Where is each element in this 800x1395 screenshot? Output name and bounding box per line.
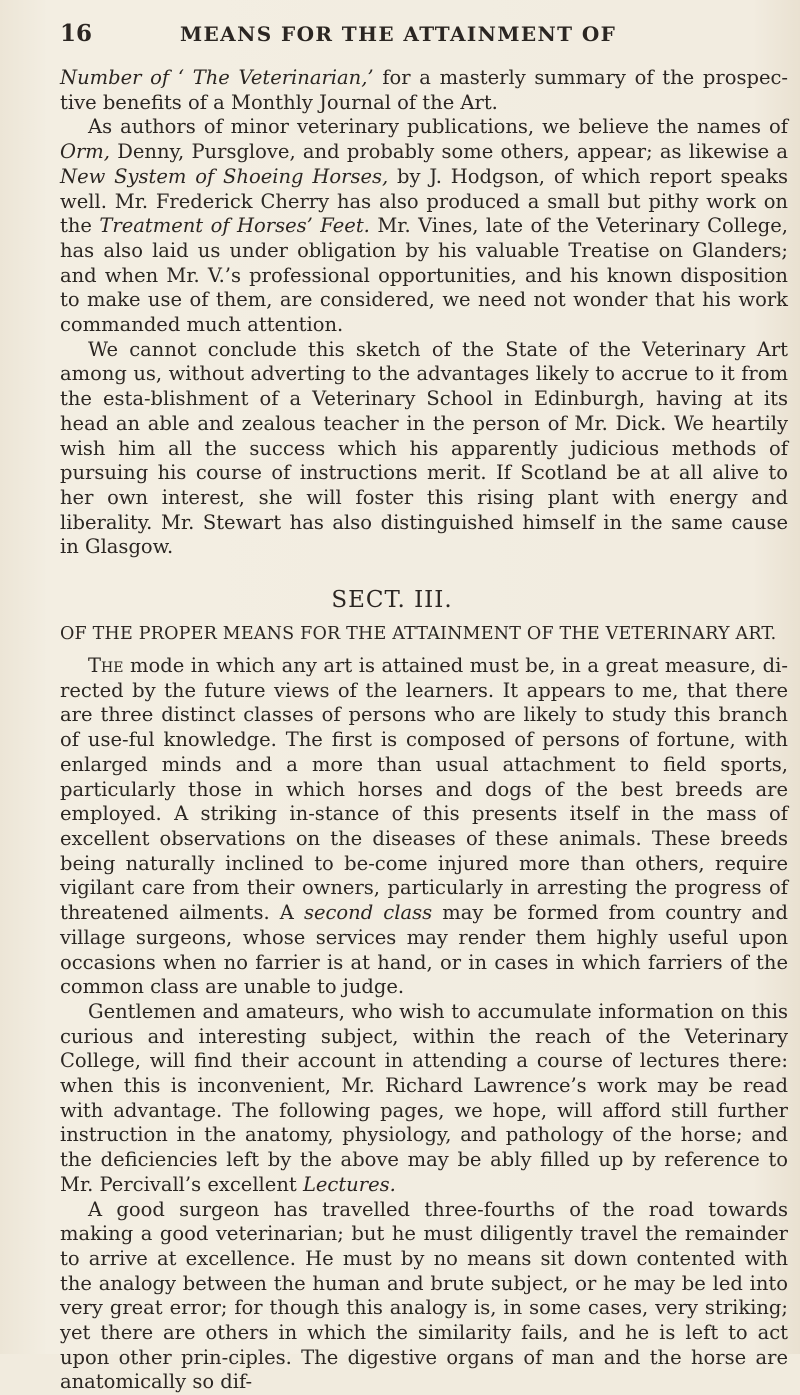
paragraph-mode-of-attainment <box>60 654 788 1000</box>
running-head: MEANS FOR THE ATTAINMENT OF <box>180 22 617 46</box>
paragraph-minor-publications <box>60 115 788 337</box>
italic-title-treatment: Treatment of Horses’ Feet. <box>99 214 370 238</box>
paragraph-text: Denny, Pursglove, and probably some others, appear; as likewise a <box>110 140 788 164</box>
page-number: 16 <box>60 20 93 47</box>
italic-title-veterinarian: Number of ‘ The Veterinarian,’ <box>60 66 374 89</box>
paragraph-good-surgeon: A good surgeon has travelled three-fourths of the road towards making a good veterinarian; but he must diligently travel the remainder to arrive at excellence. He must by no means sit down contented with the analogy between the human and brute subject, or he may be led into very great error; for though this analogy is, in some cases, very striking; yet there are others in which the similarity fails, and he is left to act upon other prin-ciples. The digestive organs of man and the horse are anatomically so dif- <box>60 1197 788 1394</box>
paragraph-continuation <box>60 66 788 115</box>
paragraph-first-word: The <box>88 654 124 678</box>
italic-name-orm: Orm, <box>60 140 110 164</box>
paragraph-text: by J. Hodgson, of which report speaks well. Mr. Frederick Cherry has also produced a small but pithy work on the <box>60 164 789 238</box>
paragraph-state-of-art: We cannot conclude this sketch of the State of the Veterinary Art among us, without adverting to the advantages likely to accrue to it from the esta-blishment of a Veterinary School in Edinburgh, having at its head an able and zealous teacher in the person of Mr. Dick. We heartily wish him all the success which his apparently judicious methods of pursuing his course of instructions merit. If Scotland be at all alive to her own interest, she will foster this rising plant with energy and liberality. Mr. Stewart has also distinguished himself in the same cause in Glasgow. <box>60 337 788 559</box>
page-header <box>60 20 788 50</box>
paragraph-text: Gentlemen and amateurs, who wish to accumulate information on this curious and interesting subject, within the reach of the Veterinary College, will find their account in attending a course of lectures there: when this is inconvenient, Mr. Richard Lawrence’s work may be read with advantage. The following pages, we hope, will afford still further instruction in the anatomy, physiology, and pathology of the horse; and the deficiencies left by the above may be ably filled up by reference to Mr. Percivall’s excellent <box>60 999 788 1196</box>
paragraph-text: for a masterly summary of the prospec-tive benefits of a Monthly Journal of the Art. <box>60 66 789 114</box>
italic-second-class: second class <box>303 901 433 925</box>
italic-title-lectures: Lectures. <box>302 1172 396 1196</box>
paragraph-text: As authors of minor veterinary publications, we believe the names of <box>88 115 788 139</box>
section-subtitle: OF THE PROPER MEANS FOR THE ATTAINMENT OF THE VETERINARY ART. <box>60 624 777 645</box>
italic-title-new-system: New System of Shoeing Horses, <box>60 164 389 188</box>
paragraph-text: may be formed from country and village surgeons, whose services may render them highly useful upon occasions when no farrier is at hand, or in cases in which farriers of the common class are unable to judge. <box>60 901 789 999</box>
paragraph-text: mode in which any art is attained must be, in a great measure, di-rected by the future views of the learners. It appears to me, that there are three distinct classes of persons who are likely to study this branch of use-ful knowledge. The first is composed of persons of fortune, with enlarged minds and a more than usual attachment to field sports, particularly those in which horses and dogs of the best breeds are employed. A striking in-stance of this presents itself in the mass of excellent observations on the diseases of these animals. These breeds being naturally inclined to be-come injured more than others, require vigilant care from their owners, particularly in arresting the progress of threatened ailments. A <box>60 654 788 925</box>
paragraph-gentlemen-amateurs <box>60 1000 788 1198</box>
section-title: SECT. III. <box>331 587 453 614</box>
paragraph-text: Mr. Vines, late of the Veterinary College, has also laid us under obligation by his valuable Treatise on Glanders; and when Mr. V.’s professional opportunities, and his known disposition to make use of them, are considered, we need not wonder that his work commanded much attention. <box>60 214 788 337</box>
page-body <box>60 66 788 1395</box>
